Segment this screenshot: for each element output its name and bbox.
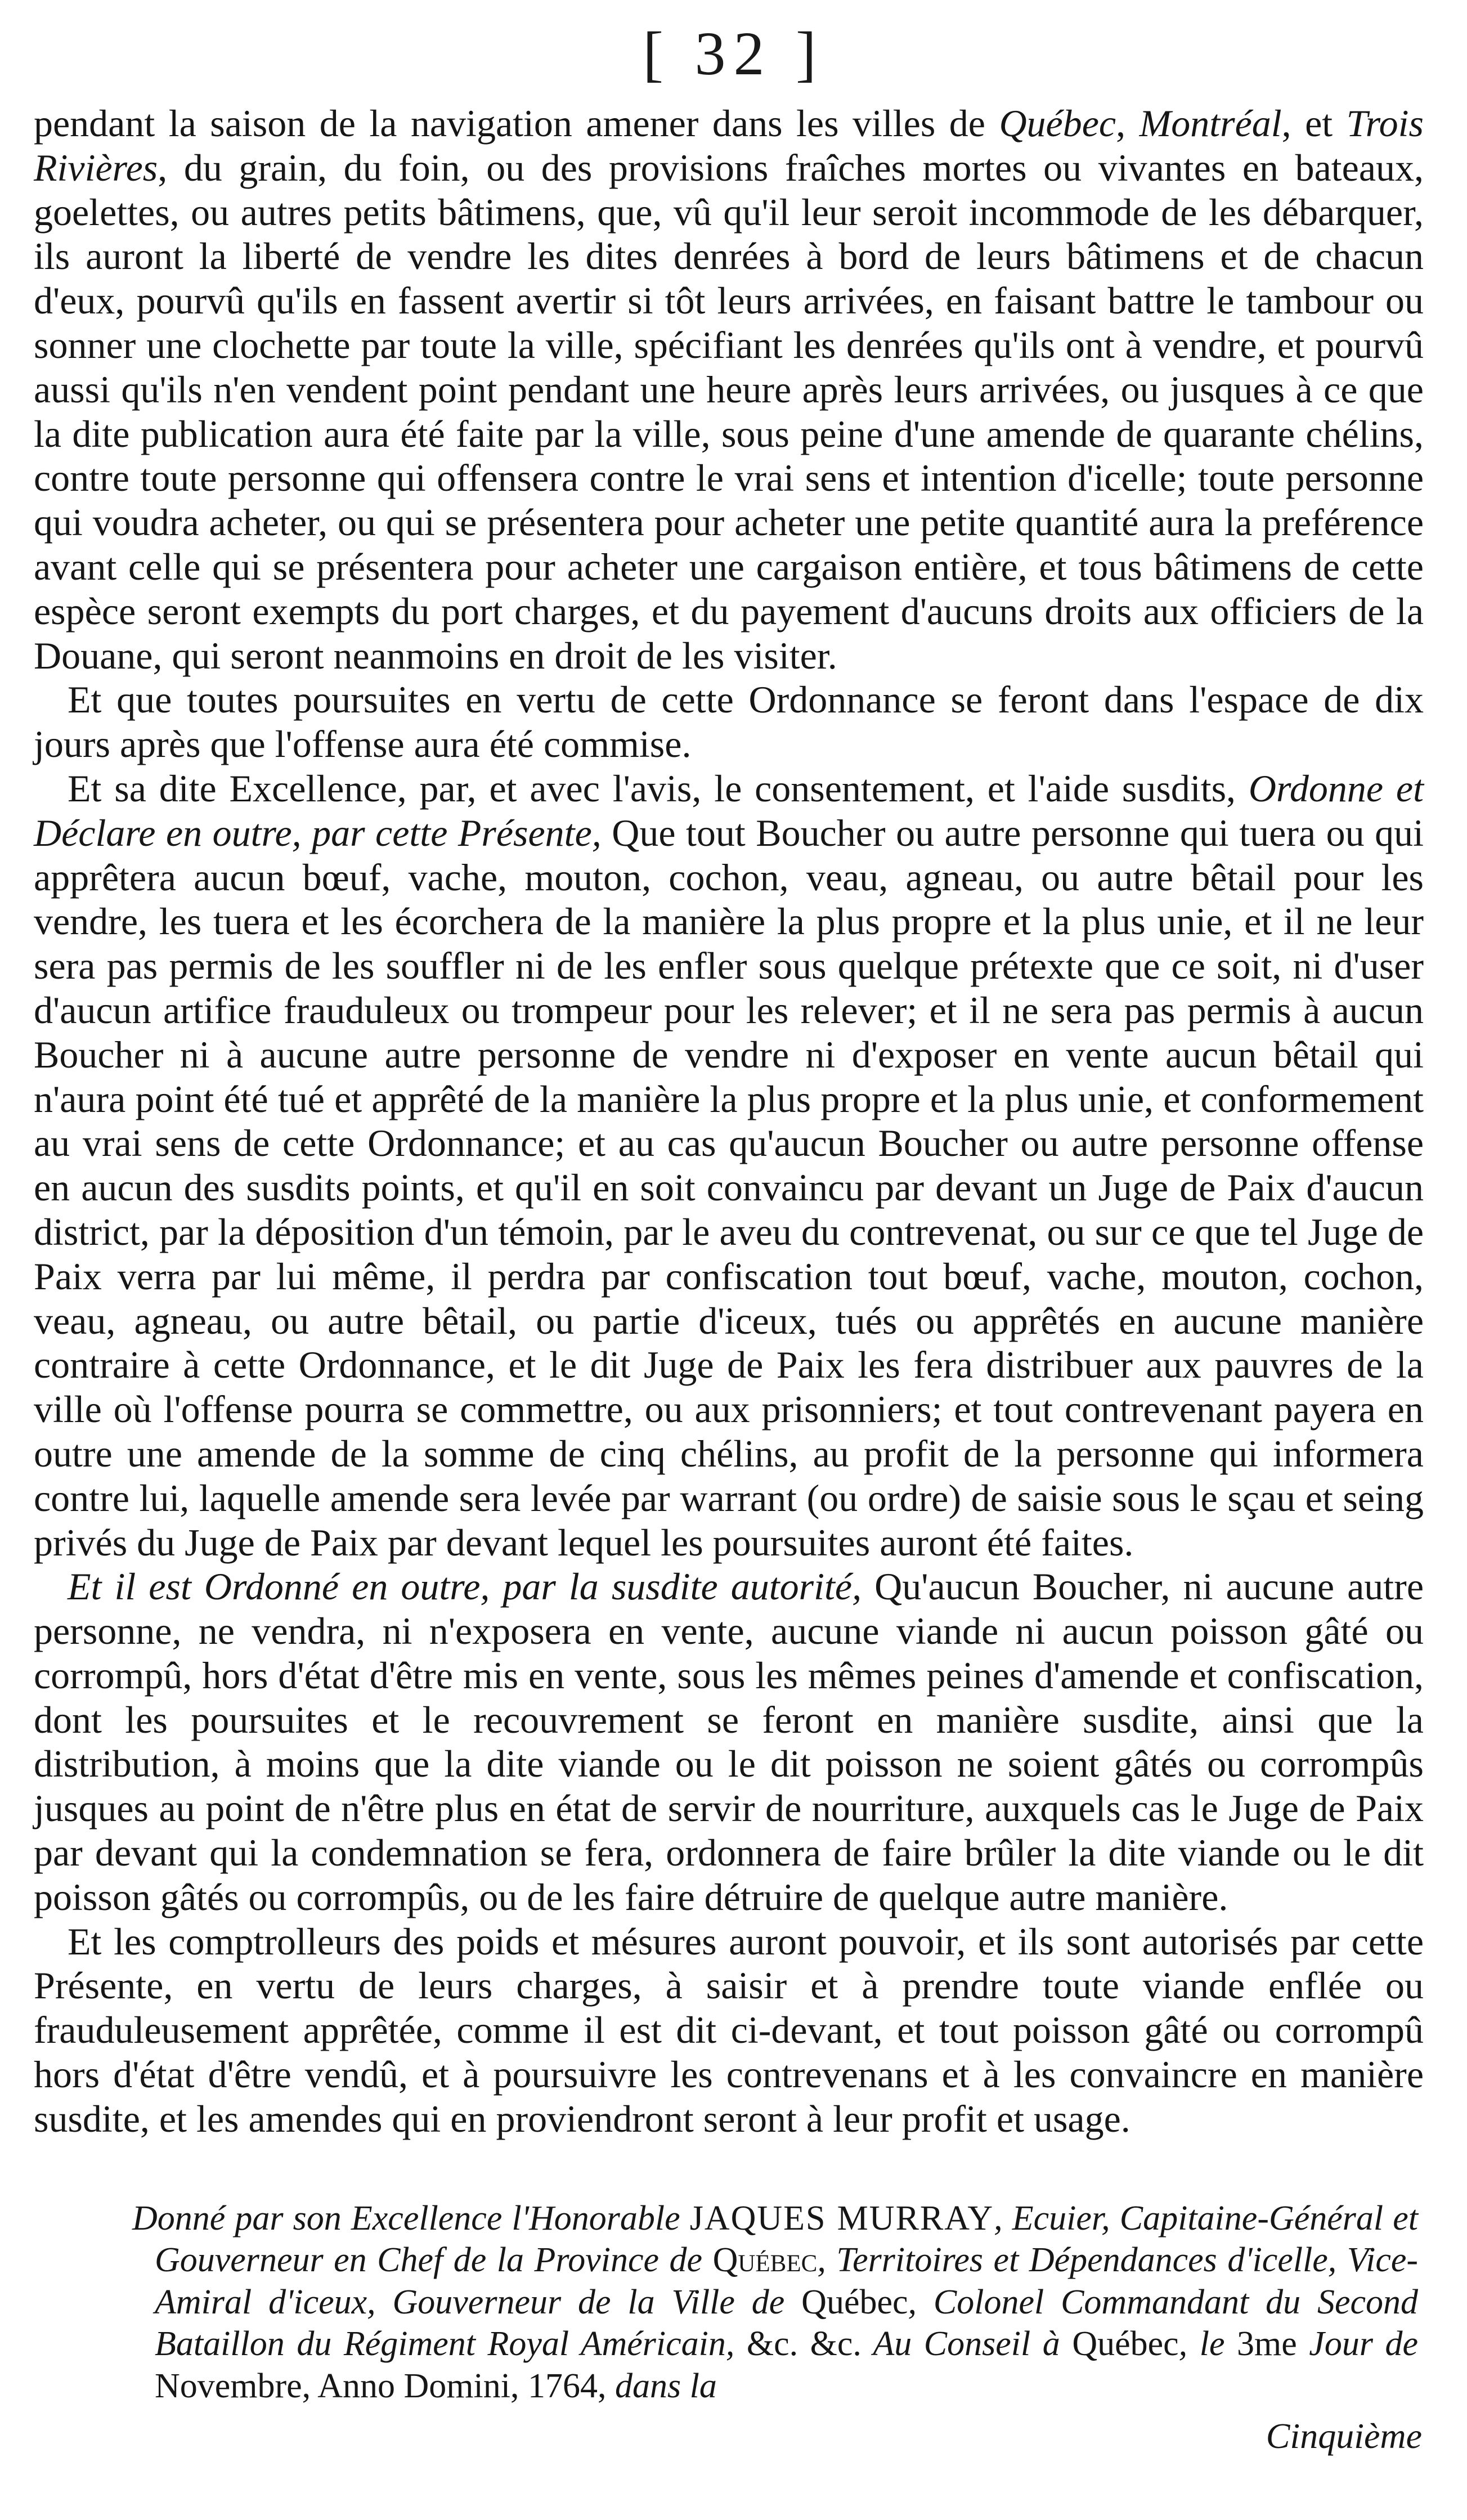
- italic-text-segment: Trois Rivières: [34, 102, 1424, 189]
- ordinance-paragraph: [34, 678, 1424, 766]
- signature-segment: 3me: [1237, 2325, 1297, 2364]
- signature-segment: , Territoires et Dépendances d'icelle, Vice-Amiral d'iceux, Gouverneur de la Ville de: [155, 2241, 1419, 2321]
- signature-segment: , Colonel Commandant du Second Bataillon du Régiment Royal Américain,: [155, 2283, 1418, 2364]
- text-segment: Et que toutes poursuites en vertu de cette Ordonnance se feront dans l'espace de dix jours après que l'offense aura été commise.: [34, 678, 1424, 766]
- text-segment: , et: [1281, 102, 1347, 145]
- text-segment: ,: [1116, 102, 1139, 145]
- page-number: [ 32 ]: [643, 19, 824, 88]
- signature-segment: Québec: [712, 2241, 818, 2280]
- signature-segment: dans la: [606, 2366, 717, 2405]
- italic-text-segment: Et il est Ordonné en outre, par la susdite autorité,: [68, 1565, 862, 1608]
- signature-segment: , le: [1178, 2325, 1237, 2364]
- italic-text-segment: Ordonne et Déclare en outre, par cette Présente,: [34, 766, 1424, 854]
- signature-segment: &c. &c.: [746, 2325, 862, 2364]
- signature-segment: Au Conseil à: [861, 2325, 1073, 2364]
- ordinance-body-text: [34, 101, 1424, 2141]
- ordinance-paragraph: [34, 1920, 1424, 2141]
- text-segment: Et sa dite Excellence, par, et avec l'avis, le consentement, et l'aide susdits,: [68, 766, 1249, 810]
- text-segment: Et les comptrolleurs des poids et mésures auront pouvoir, et ils sont autorisés par cette Présente, en vertu de leurs charges, à saisir et à prendre toute viande enflée ou frauduleusement apprêtée, comme il est dit ci-devant, et tout poisson gâté ou corrompû hors d'état d'être vendû, et à poursuivre les contrevenans et à les convaincre en manière susdite, et les amendes qui en proviendront seront à leur profit et usage.: [34, 1920, 1424, 2140]
- ordinance-paragraph: [34, 766, 1424, 1564]
- italic-text-segment: Québec: [999, 102, 1116, 145]
- italic-text-segment: Montréal: [1139, 102, 1282, 145]
- text-segment: Que tout Boucher ou autre personne qui tuera ou qui apprêtera aucun bœuf, vache, mouton, cochon, veau, agneau, ou autre bêtail pour les vendre, les tuera et les écorchera de la manière la plus propre et la plus unie, et il ne leur sera pas permis de les souffler ni de les enfler sous quelque prétexte que ce soit, ni d'user d'aucun artifice frauduleux ou trompeur pour les relever; et il ne sera pas permis à aucun Boucher ni à aucune autre personne de vendre ni d'exposer en vente aucun bêtail qui n'aura point été tué et apprêté de la manière la plus propre et la plus unie, et conformement au vrai sens de cette Ordonnance; et au cas qu'aucun Boucher ou autre personne offense en aucun des susdits points, et qu'il en soit convaincu par devant un Juge de Paix d'aucun district, par la déposition d'un témoin, par le aveu du contrevenat, ou sur ce que tel Juge de Paix verra par lui même, il perdra par confiscation tout bœuf, vache, mouton, cochon, veau, agneau, ou autre bêtail, ou partie d'iceux, tués ou apprêtés en aucune manière contraire à cette Ordonnance, et le dit Juge de Paix les fera distribuer aux pauvres de la ville où l'offense pourra se commettre, ou aux prisonniers; et tout contrevenant payera en outre une amende de la somme de cinq chélins, au profit de la personne qui informera contre lui, laquelle amende sera levée par warrant (ou ordre) de saisie sous le sçau et seing privés du Juge de Paix par devant lequel les poursuites auront été faites.: [34, 811, 1424, 1564]
- signature-segment: Québec: [1072, 2325, 1179, 2364]
- signature-segment: JAQUES MURRAY: [689, 2199, 994, 2237]
- signature-segment: , Ecuier, Capitaine-Général et Gouverneur en Chef de la Province de: [155, 2199, 1419, 2280]
- text-segment: pendant la saison de la navigation amener dans les villes de: [34, 102, 999, 145]
- signature-segment: Québec: [801, 2283, 908, 2321]
- signature-segment: Jour de: [1296, 2325, 1419, 2364]
- signature-segment: Novembre, Anno Domini, 1764,: [155, 2366, 607, 2405]
- text-segment: , du grain, du foin, ou des provisions fraîches mortes ou vivantes en bateaux, goelettes, ou autres petits bâtimens, que, vû qu'il leur seroit incommode de les débarquer, ils auront la liberté de vendre les dites denrées à bord de leurs bâtimens et de chacun d'eux, pourvû qu'ils en fassent avertir si tôt leurs arrivées, en faisant battre le tambour ou sonner une clochette par toute la ville, spécifiant les denrées qu'ils ont à vendre, et pourvû aussi qu'ils n'en vendent point pendant une heure après leurs arrivées, ou jusques à ce que la dite publication aura été faite par la ville, sous peine d'une amende de quarante chélins, contre toute personne qui offensera contre le vrai sens et intention d'icelle; toute personne qui voudra acheter, ou qui se présentera pour acheter une petite quantité aura la preférence avant celle qui se présentera pour acheter une cargaison entière, et tous bâtimens de cette espèce seront exempts du port charges, et du payement d'aucuns droits aux officiers de la Douane, qui seront neanmoins en droit de les visiter.: [34, 146, 1424, 677]
- ordinance-paragraph: [34, 1564, 1424, 1919]
- catchword: Cinquième: [1266, 2416, 1422, 2456]
- signature-segment: Donné par son Excellence l'Honorable: [132, 2199, 690, 2237]
- ordinance-paragraph: [34, 101, 1424, 678]
- signature-block: [132, 2198, 1418, 2407]
- text-segment: Qu'aucun Boucher, ni aucune autre personne, ne vendra, ni n'exposera en vente, aucune viande ni aucun poisson gâté ou corrompû, hors d'état d'être mis en vente, sous les mêmes peines d'amende et confiscation, dont les poursuites et le recouvrement se feront en manière susdite, ainsi que la distribution, à moins que la dite viande ou le dit poisson ne soient gâtés ou corrompûs jusques au point de n'être plus en état de servir de nourriture, auxquels cas le Juge de Paix par devant qui la condemnation se fera, ordonnera de faire brûler la dite viande ou le dit poisson gâtés ou corrompûs, ou de les faire détruire de quelque autre manière.: [34, 1565, 1424, 1918]
